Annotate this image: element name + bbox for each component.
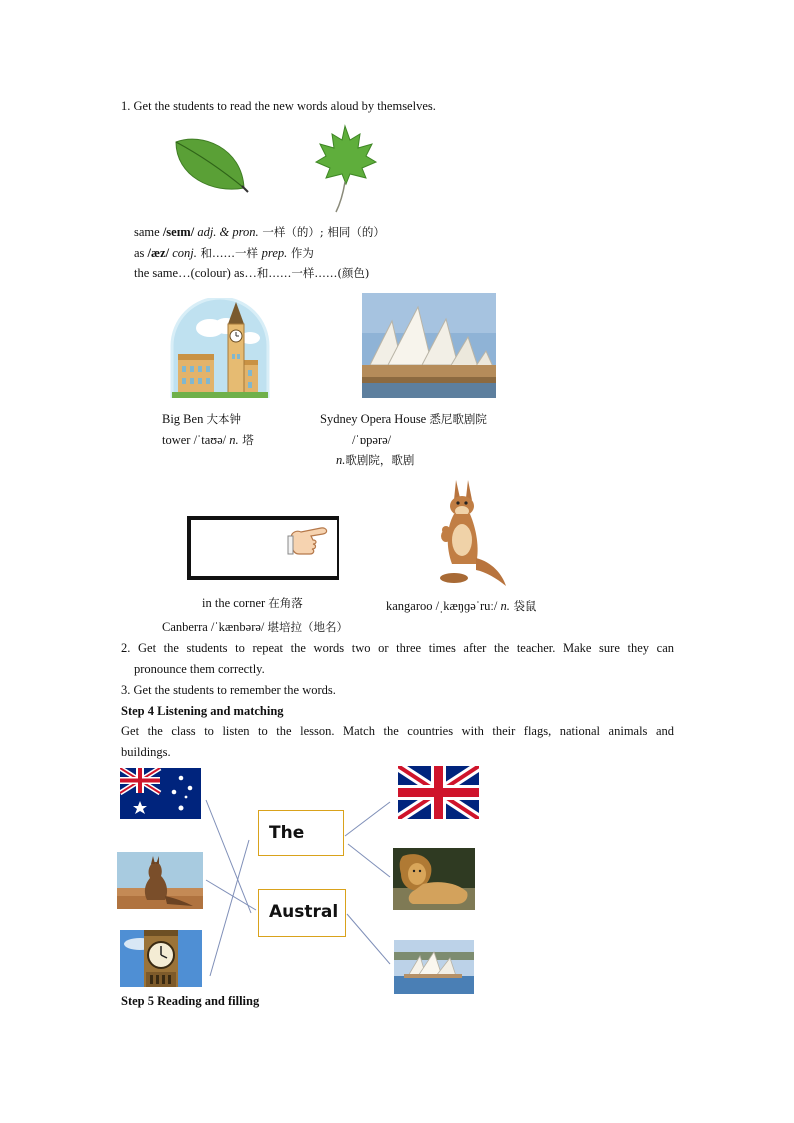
word: tower /ˈtaʊə/ [162,433,230,447]
meaning: 堪培拉（地名） [267,620,349,634]
meaning: 一样（的）; 相同（的） [258,225,385,239]
lion-photo [393,848,475,910]
meaning: 歌剧院，歌剧 [345,453,415,467]
meaning: 和……一样 [196,246,262,260]
instruction-3: 3. Get the students to remember the words. [121,683,336,697]
pos: n. [229,433,239,447]
meaning: 悉尼歌剧院 [429,412,487,426]
big-ben-photo [120,930,202,987]
match-line [206,880,256,910]
phrase: the same…(colour) as… [134,266,257,280]
opera-ipa: /ˈɒpərə/ [352,433,392,447]
word: Sydney Opera House [320,412,430,426]
step-4-text-cont: buildings. [121,745,171,759]
ipa: /æz/ [147,246,170,260]
word: Canberra /ˈkænbərə/ [162,620,268,634]
match-line [210,840,249,976]
word: Big Ben [162,412,207,426]
step-5-heading: Step 5 Reading and filling [121,994,260,1008]
instruction-1: 1. Get the students to read the new words aloud by themselves. [121,99,436,113]
instruction-2: 2. Get the students to repeat the words two or three times after the teacher. Make sure they can [121,641,674,655]
ipa: /seɪm/ [162,225,195,239]
meaning: 袋鼠 [509,599,537,613]
meaning: 在角落 [268,596,303,610]
pos: adj. & pron. [194,225,259,239]
word: same [134,225,163,239]
pos: n. [500,599,510,613]
meaning: 作为 [287,246,314,260]
meaning: 和……一样……(颜色) [256,266,370,280]
word: in the corner [202,596,269,610]
country-box-the: The [258,810,344,856]
step-4-heading: Step 4 Listening and matching [121,704,284,718]
pos: n. [336,453,346,467]
match-line [347,914,390,964]
instruction-2-cont: pronounce them correctly. [134,662,265,676]
word: as [134,246,148,260]
step-4-text: Get the class to listen to the lesson. Match the countries with their flags, national animals and [121,724,674,738]
pos: prep. [261,246,288,260]
match-line [348,844,390,877]
australia-flag [120,768,201,819]
match-line [345,802,390,836]
pos: conj. [169,246,197,260]
sydney-opera-photo [394,940,474,994]
uk-flag [398,766,479,819]
country-box-austral: Austral [258,889,346,937]
meaning: 大本钟 [206,412,241,426]
kangaroo-photo [117,852,203,909]
word: kangaroo /ˌkæŋɡəˈruː/ [386,599,501,613]
meaning: 塔 [238,433,254,447]
